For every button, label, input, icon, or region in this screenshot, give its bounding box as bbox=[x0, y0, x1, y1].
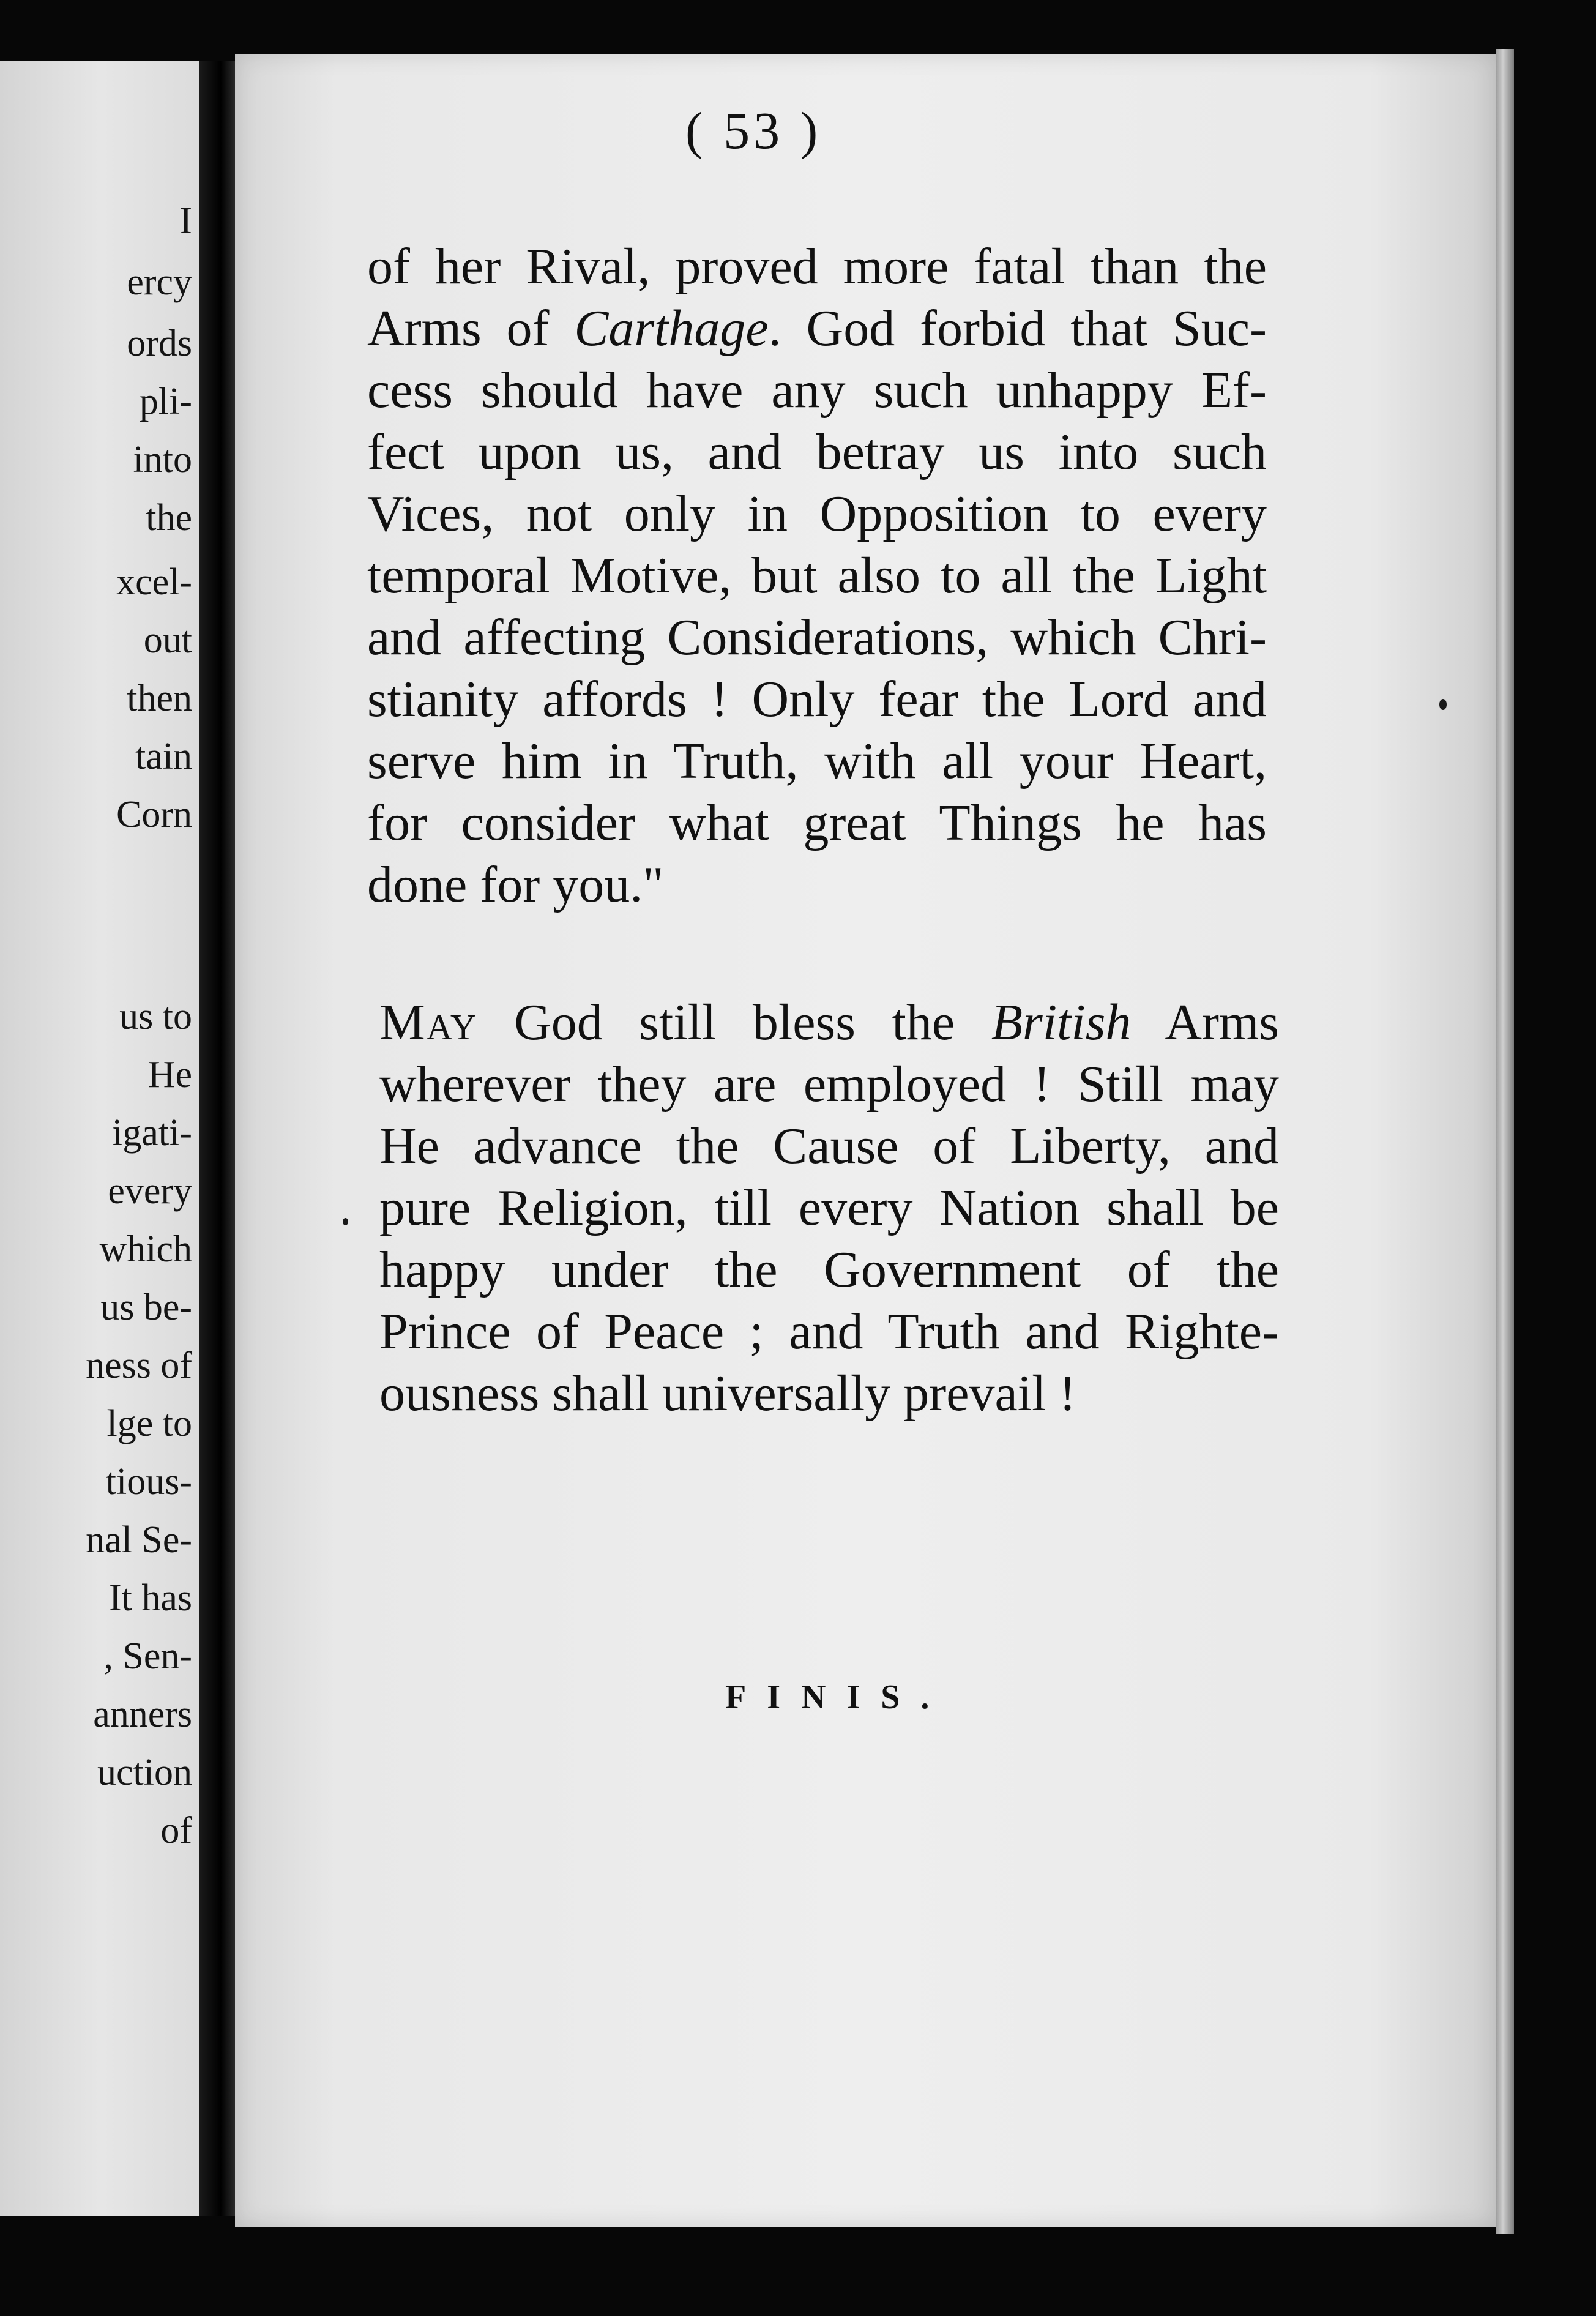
book-gutter bbox=[200, 61, 235, 2216]
text-line: happy under the Government of the bbox=[379, 1241, 1279, 1298]
text-line: for consider what great Things he has bbox=[367, 794, 1267, 851]
facing-page-fragment: which bbox=[99, 1228, 192, 1270]
text-line bbox=[379, 992, 1279, 1053]
text-line: wherever they are employed ! Still may bbox=[379, 1056, 1279, 1113]
facing-page-fragment: ness of bbox=[86, 1345, 192, 1386]
facing-page-fragment: the bbox=[146, 497, 192, 539]
facing-page-fragment: ords bbox=[127, 323, 192, 364]
facing-page-fragment: us to bbox=[119, 996, 192, 1037]
facing-page-fragment: into bbox=[133, 439, 192, 480]
facing-page-fragment: tious- bbox=[105, 1461, 192, 1503]
facing-page bbox=[0, 61, 200, 2216]
ink-speck bbox=[343, 1218, 348, 1225]
facing-page-fragment: anners bbox=[93, 1694, 192, 1735]
facing-page-fragment: then bbox=[127, 678, 192, 719]
facing-page-fragment: out bbox=[143, 619, 192, 661]
facing-page-fragment: Corn bbox=[116, 794, 192, 835]
facing-page-fragment: xcel- bbox=[116, 561, 192, 603]
facing-page-fragment: tain bbox=[135, 736, 192, 777]
facing-page-fragment: uction bbox=[97, 1752, 192, 1793]
paragraph-1 bbox=[367, 236, 1267, 916]
text-line: ousness shall universally prevail ! bbox=[379, 1365, 1076, 1422]
facing-page-fragment: nal Se- bbox=[86, 1519, 192, 1561]
finis-mark: FINIS. bbox=[725, 1678, 950, 1716]
facing-page-fragment: every bbox=[108, 1170, 192, 1212]
paragraph-2 bbox=[379, 992, 1279, 1424]
ink-speck bbox=[1439, 699, 1447, 710]
text-line: Arms of Carthage. God forbid that Suc- bbox=[367, 300, 1267, 357]
text-line: He advance the Cause of Liberty, and bbox=[379, 1118, 1279, 1175]
facing-page-fragment: lge to bbox=[106, 1403, 192, 1444]
facing-page-fragment: , Sen- bbox=[103, 1635, 192, 1677]
text-line: fect upon us, and betray us into such bbox=[367, 424, 1267, 480]
page-edge bbox=[1496, 49, 1514, 2234]
facing-page-fragment: of bbox=[160, 1810, 192, 1851]
text-line: Prince of Peace ; and Truth and Righte- bbox=[379, 1303, 1279, 1360]
text-line: and affecting Considerations, which Chri- bbox=[367, 609, 1267, 666]
page-number: ( 53 ) bbox=[685, 101, 822, 160]
text-line: temporal Motive, but also to all the Light bbox=[367, 547, 1267, 604]
facing-page-fragment: I bbox=[179, 200, 192, 242]
text-line: of her Rival, proved more fatal than the bbox=[367, 238, 1267, 295]
text-line: Vices, not only in Opposition to every bbox=[367, 485, 1267, 542]
facing-page-fragment: He bbox=[147, 1054, 192, 1096]
facing-page-fragment: us be- bbox=[100, 1287, 192, 1328]
facing-page-fragment: igati- bbox=[112, 1112, 192, 1154]
lead-word: May bbox=[379, 994, 478, 1051]
facing-page-fragment: ercy bbox=[127, 261, 192, 303]
italic-text: Carthage bbox=[574, 300, 769, 357]
facing-page-fragment: It has bbox=[108, 1577, 192, 1619]
italic-text: British bbox=[991, 994, 1132, 1051]
text-run: God still bless the British Arms bbox=[477, 994, 1280, 1051]
text-line: stianity affords ! Only fear the Lord and bbox=[367, 671, 1267, 728]
text-line: serve him in Truth, with all your Heart, bbox=[367, 733, 1267, 790]
text-line: pure Religion, till every Nation shall be bbox=[379, 1179, 1279, 1236]
text-line: cess should have any such unhappy Ef- bbox=[367, 362, 1267, 419]
facing-page-fragment: pli- bbox=[139, 381, 192, 422]
text-line: done for you." bbox=[367, 856, 664, 913]
